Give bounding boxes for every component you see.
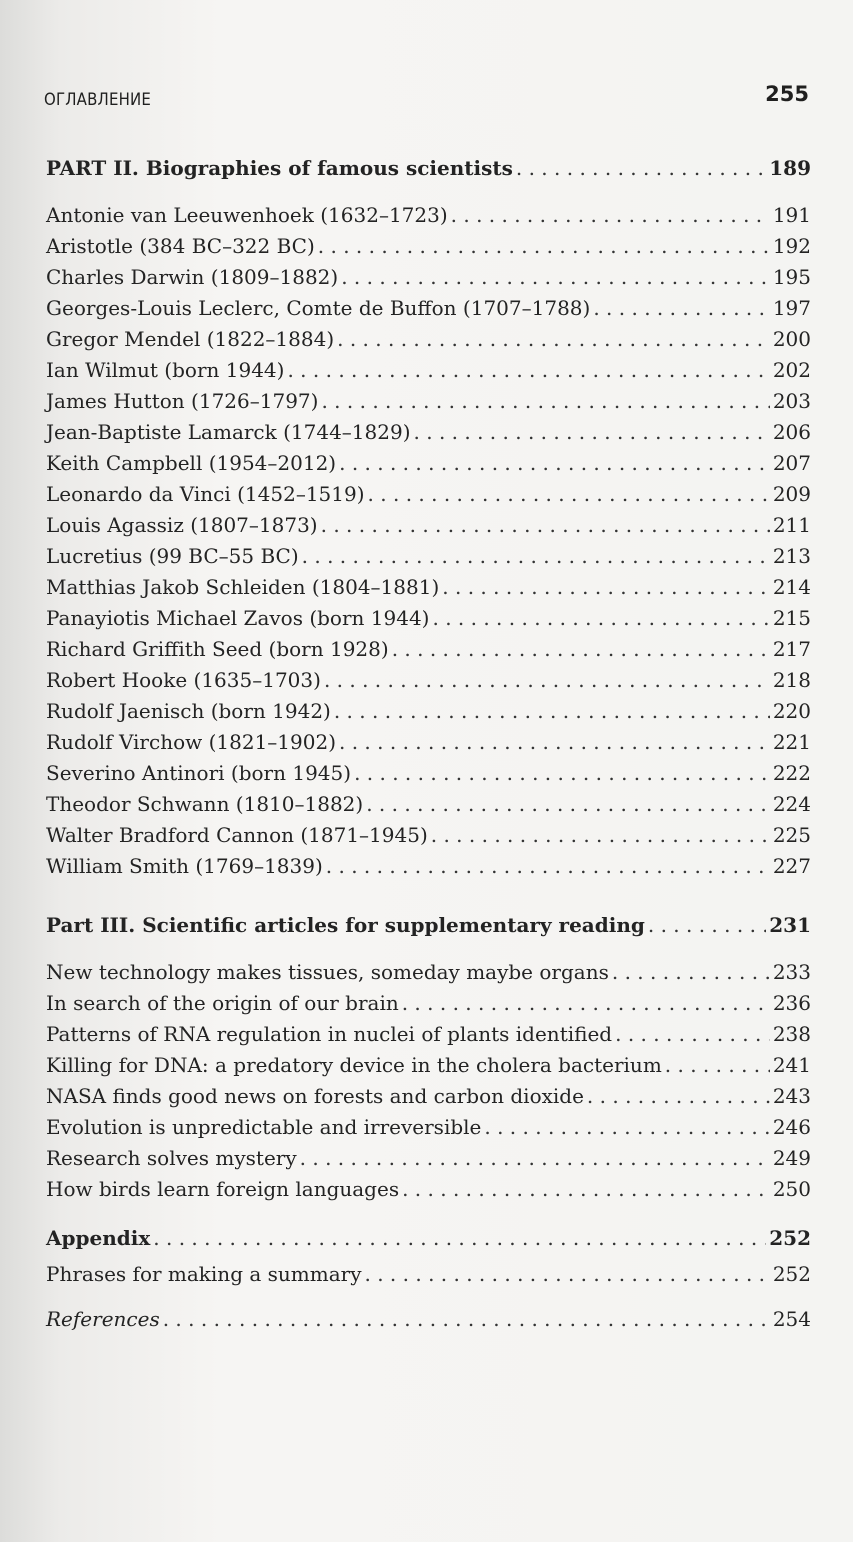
dot-leader [339, 450, 770, 476]
dot-leader [300, 1145, 770, 1171]
toc-entry [46, 574, 811, 600]
toc-entry-page: 227 [772, 854, 811, 878]
dot-leader [326, 853, 770, 879]
toc-entry-page: 221 [772, 730, 811, 754]
toc-entry-page: 252 [769, 1226, 811, 1250]
toc-entry-title: PART II. Biographies of famous scientists [46, 156, 513, 180]
toc-entry-page: 206 [772, 420, 811, 444]
dot-leader [365, 1261, 770, 1287]
toc-entry-title: Ian Wilmut (born 1944) [46, 358, 285, 382]
toc-entry [46, 419, 811, 445]
toc-entry-title: Keith Campbell (1954–2012) [46, 451, 337, 475]
toc-entry-page: 241 [772, 1053, 811, 1077]
dot-leader [432, 605, 769, 631]
toc-entry [46, 264, 811, 290]
toc-entry [46, 605, 811, 631]
toc-entry-title: Gregor Mendel (1822–1884) [46, 327, 335, 351]
toc-entry-title: Rudolf Jaenisch (born 1942) [46, 699, 331, 723]
toc-entry-title: Part III. Scientific articles for supplementary reading [46, 913, 645, 937]
toc-entry-page: 218 [772, 668, 811, 692]
dot-leader [431, 822, 770, 848]
toc-entry-page: 189 [769, 156, 811, 180]
dot-leader [593, 295, 769, 321]
toc-entry-title: NASA finds good news on forests and carbon dioxide [46, 1084, 584, 1108]
dot-leader [163, 1306, 770, 1332]
toc-entry [46, 233, 811, 259]
dot-leader [414, 419, 770, 445]
toc-entry-page: 217 [772, 637, 811, 661]
toc-entry-page: 236 [772, 991, 811, 1015]
toc-entry-page: 252 [772, 1262, 811, 1286]
toc-entry-title: Phrases for making a summary [46, 1262, 362, 1286]
toc-entry [46, 760, 811, 786]
toc-entry-page: 222 [772, 761, 811, 785]
toc-entry-page: 215 [772, 606, 811, 630]
toc-entry [46, 667, 811, 693]
dot-leader [484, 1114, 769, 1140]
dot-leader [302, 543, 770, 569]
toc-entry-title: Antonie van Leeuwenhoek (1632–1723) [46, 203, 448, 227]
dot-leader [612, 959, 770, 985]
toc-entry-page: 203 [772, 389, 811, 413]
toc-entry [46, 1176, 811, 1202]
toc-entry-title: Georges-Louis Leclerc, Comte de Buffon (1707–1788) [46, 296, 591, 320]
dot-leader [368, 481, 770, 507]
dot-leader [402, 990, 770, 1016]
dot-leader [318, 233, 770, 259]
toc-entry [46, 791, 811, 817]
toc-entry-title: Jean-Baptiste Lamarck (1744–1829) [46, 420, 411, 444]
dot-leader [402, 1176, 770, 1202]
toc-entry-title: New technology makes tissues, someday maybe organs [46, 960, 609, 984]
dot-leader [339, 729, 770, 755]
toc-entry-page: 224 [772, 792, 811, 816]
toc-entry-page: 200 [772, 327, 811, 351]
dot-leader [516, 155, 766, 181]
toc-entry [46, 357, 811, 383]
toc-entry-title: Walter Bradford Cannon (1871–1945) [46, 823, 428, 847]
toc-entry-page: 250 [772, 1177, 811, 1201]
toc-entry-page: 202 [772, 358, 811, 382]
toc-entry-title: Leonardo da Vinci (1452–1519) [46, 482, 365, 506]
toc-entry [46, 853, 811, 879]
toc-entry-title: Panayiotis Michael Zavos (born 1944) [46, 606, 430, 630]
toc-entry-title: How birds learn foreign languages [46, 1177, 400, 1201]
toc-entry-title: Evolution is unpredictable and irreversible [46, 1115, 482, 1139]
toc-entry-page: 225 [772, 823, 811, 847]
toc-entry-page: 233 [772, 960, 811, 984]
toc-entry-page: 249 [772, 1146, 811, 1170]
toc-entry-page: 207 [772, 451, 811, 475]
toc-entry [46, 512, 811, 538]
toc-entry-page: 254 [772, 1307, 811, 1331]
toc-entry [46, 729, 811, 755]
toc-entry-title: Patterns of RNA regulation in nuclei of plants identified [46, 1022, 613, 1046]
toc-entry-page: 195 [772, 265, 811, 289]
toc-entry-title: Theodor Schwann (1810–1882) [46, 792, 364, 816]
toc-entry-page: 214 [772, 575, 811, 599]
toc-entry-page: 238 [772, 1022, 811, 1046]
toc-entry-title: Louis Agassiz (1807–1873) [46, 513, 318, 537]
toc-entry [46, 1145, 811, 1171]
dot-leader [442, 574, 770, 600]
toc-entry-title: Appendix [46, 1226, 151, 1250]
toc-entry [46, 990, 811, 1016]
dot-leader [615, 1021, 770, 1047]
dot-leader [287, 357, 769, 383]
dot-leader [337, 326, 770, 352]
toc-entry-title: William Smith (1769–1839) [46, 854, 323, 878]
toc-entry [46, 295, 811, 321]
dot-leader [451, 202, 770, 228]
toc-entry [46, 1021, 811, 1047]
toc-entry [46, 543, 811, 569]
page-number: 255 [765, 82, 809, 106]
toc-entry-title: Matthias Jakob Schleiden (1804–1881) [46, 575, 440, 599]
toc-entry-page: 211 [772, 513, 811, 537]
toc-entry-title: Aristotle (384 BC–322 BC) [46, 234, 315, 258]
toc-entry-page: 220 [772, 699, 811, 723]
dot-leader [153, 1225, 766, 1251]
toc-entry-page: 213 [772, 544, 811, 568]
toc-entry-title: In search of the origin of our brain [46, 991, 399, 1015]
dot-leader [321, 512, 770, 538]
toc-entry-title: Severino Antinori (born 1945) [46, 761, 352, 785]
dot-leader [366, 791, 770, 817]
toc-entry [46, 202, 811, 228]
toc-entry [46, 1083, 811, 1109]
toc-entry [46, 388, 811, 414]
dot-leader [334, 698, 770, 724]
toc-entry [46, 1052, 811, 1078]
toc-entry-title: James Hutton (1726–1797) [46, 389, 319, 413]
dot-leader [354, 760, 770, 786]
toc-entry-page: 243 [772, 1084, 811, 1108]
toc-entry-title: Rudolf Virchow (1821–1902) [46, 730, 336, 754]
dot-leader [665, 1052, 770, 1078]
toc-entry-title: Charles Darwin (1809–1882) [46, 265, 339, 289]
toc-entry [46, 450, 811, 476]
toc-entry [46, 698, 811, 724]
toc-entry [46, 636, 811, 662]
toc-entry-title: Killing for DNA: a predatory device in the cholera bacterium [46, 1053, 662, 1077]
toc-entry-page: 192 [772, 234, 811, 258]
toc-entry [46, 822, 811, 848]
toc-entry-title: Robert Hooke (1635–1703) [46, 668, 321, 692]
dot-leader [648, 912, 766, 938]
toc-entry-page: 191 [772, 203, 811, 227]
toc-entry [46, 1261, 811, 1287]
toc-section-heading [46, 155, 811, 181]
toc-entry-title: Lucretius (99 BC–55 BC) [46, 544, 299, 568]
toc-section-heading [46, 1306, 811, 1332]
toc-entry-page: 231 [769, 913, 811, 937]
toc-entry [46, 1114, 811, 1140]
toc-entry-page: 197 [772, 296, 811, 320]
dot-leader [341, 264, 770, 290]
dot-leader [587, 1083, 770, 1109]
toc-entry [46, 959, 811, 985]
toc-entry-title: References [46, 1307, 160, 1331]
toc-section-heading [46, 1225, 811, 1251]
toc-entry [46, 481, 811, 507]
running-header: ОГЛАВЛЕНИЕ [44, 90, 152, 110]
toc-section-heading [46, 912, 811, 938]
toc-entry [46, 326, 811, 352]
dot-leader [392, 636, 770, 662]
dot-leader [324, 667, 770, 693]
toc-entry-page: 246 [772, 1115, 811, 1139]
toc-entry-title: Richard Griffith Seed (born 1928) [46, 637, 389, 661]
dot-leader [321, 388, 769, 414]
toc-entry-title: Research solves mystery [46, 1146, 297, 1170]
toc-entry-page: 209 [772, 482, 811, 506]
